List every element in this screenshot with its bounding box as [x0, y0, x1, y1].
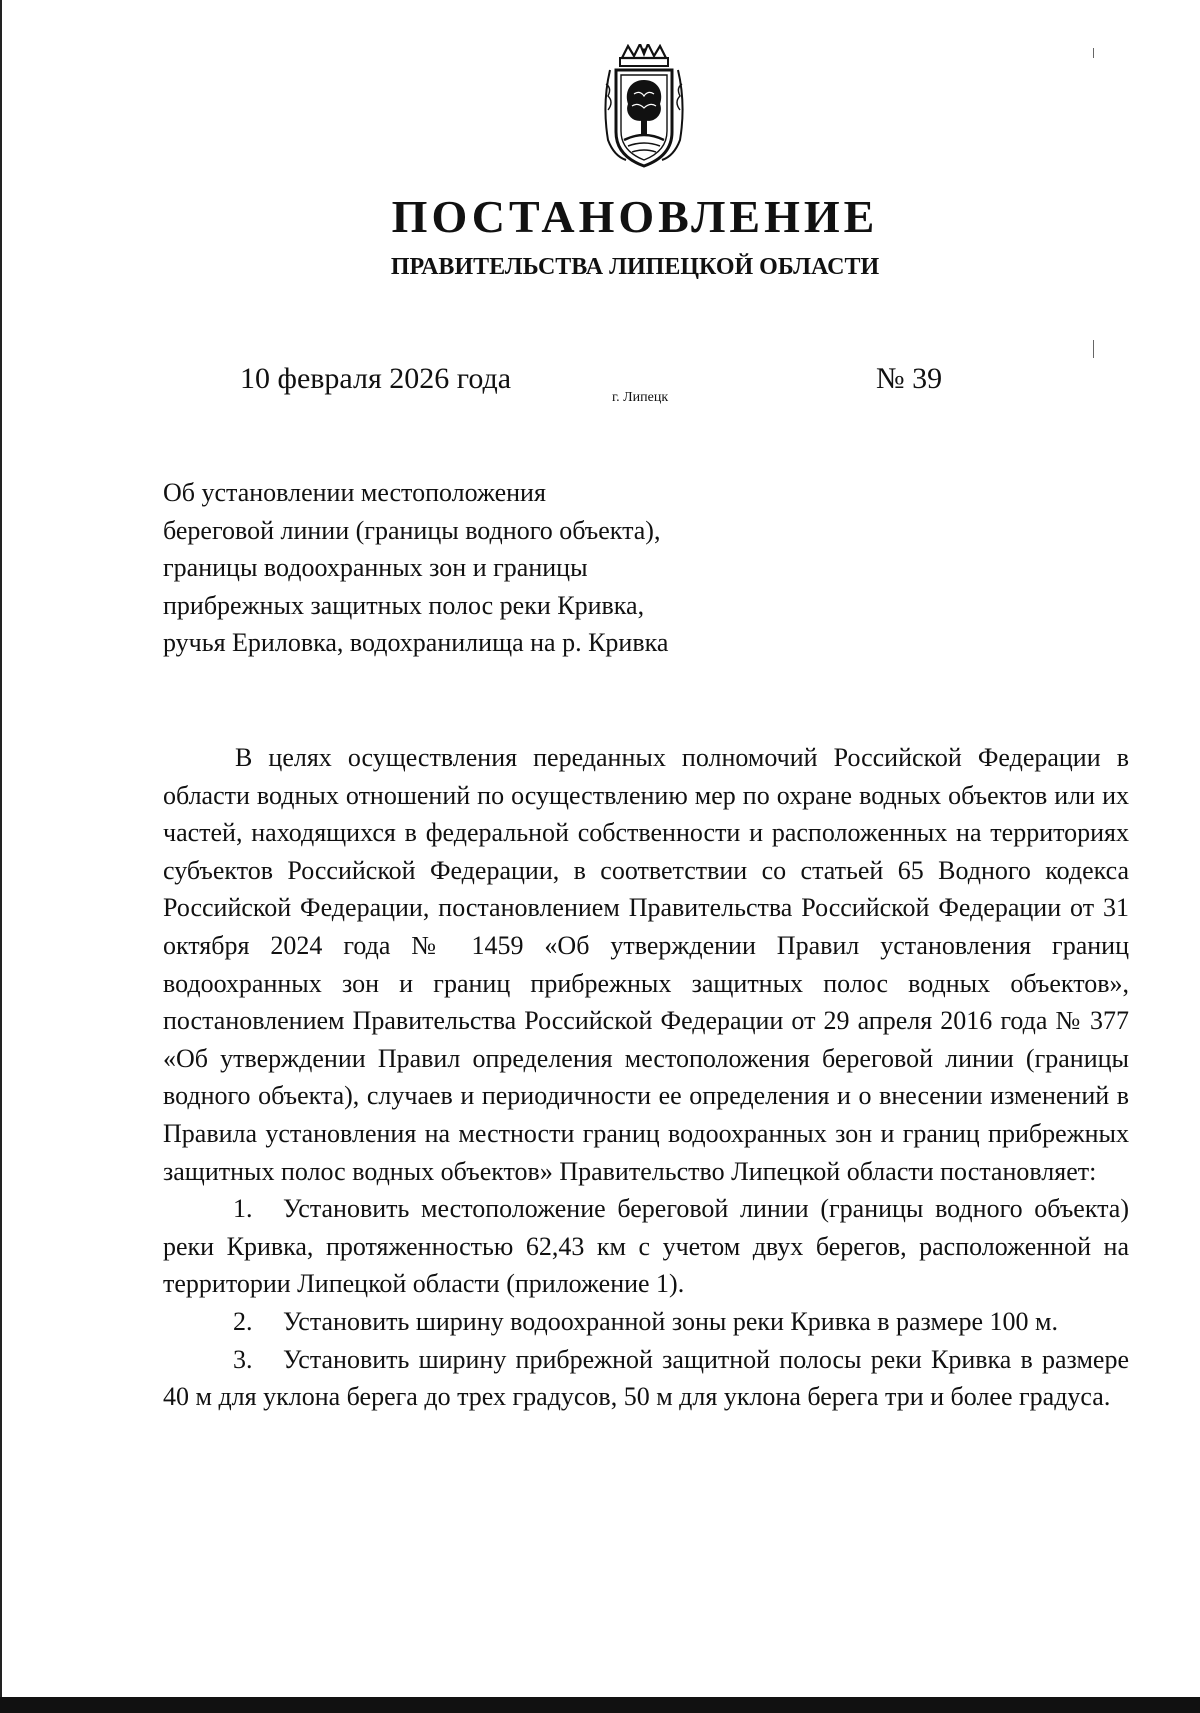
- subject-line: береговой линии (границы водного объекта),: [163, 515, 661, 545]
- scan-speck: [1093, 48, 1094, 58]
- scan-speck: [1093, 340, 1094, 358]
- coat-of-arms-emblem: [600, 44, 688, 170]
- scan-bottom-edge: [0, 1697, 1200, 1713]
- resolution-item: [163, 1303, 1129, 1341]
- item-text: Установить ширину водоохранной зоны реки Кривка в размере 100 м.: [283, 1306, 1058, 1336]
- subject-line: прибрежных защитных полос реки Кривка,: [163, 590, 645, 620]
- document-subject: [163, 474, 668, 662]
- item-number: 1.: [233, 1194, 253, 1224]
- document-city: г. Липецк: [612, 390, 669, 405]
- resolution-item: [163, 1341, 1129, 1416]
- preamble-paragraph: В целях осуществления переданных полномочий Российской Федерации в области водных отношений по осуществлению мер по охране водных объектов или их частей, находящихся в федеральной собственности и расположенных на территориях субъектов Российской Федерации, в соответствии со статьей 65 Водного кодекса Российской Федерации, постановлением Правительства Российской Федерации от 31 октября 2024 года № 1459 «Об утверждении Правил установления границ водоохранных зон и границ прибрежных защитных полос водных объектов», постановлением Правительства Российской Федерации от 29 апреля 2016 года № 377 «Об утверждении Правил определения местоположения береговой линии (границы водного объекта), случаев и периодичности ее определения и о внесении изменений в Правила установления на местности границ водоохранных зон и границ прибрежных защитных полос водных объектов» Правительство Липецкой области постановляет:: [163, 743, 1129, 1186]
- document-subtitle: ПРАВИТЕЛЬСТВА ЛИПЕЦКОЙ ОБЛАСТИ: [390, 254, 880, 280]
- item-number: 3.: [233, 1344, 253, 1374]
- item-text: Установить местоположение береговой линии (границы водного объекта) реки Кривка, протяженностью 62,43 км с учетом двух берегов, расположенной на территории Липецкой области (приложение 1).: [163, 1194, 1129, 1299]
- document-number: № 39: [876, 362, 943, 395]
- subject-line: границы водоохранных зон и границы: [163, 553, 588, 582]
- subject-line: Об установлении местоположения: [163, 478, 546, 507]
- item-text: Установить ширину прибрежной защитной полосы реки Кривка в размере 40 м для уклона берега до трех градусов, 50 м для уклона берега три и более градуса.: [163, 1344, 1129, 1412]
- document-title: ПОСТАНОВЛЕНИЕ: [391, 191, 879, 242]
- resolution-item: [163, 1190, 1129, 1303]
- item-number: 2.: [233, 1306, 253, 1336]
- document-body: [163, 739, 1129, 1416]
- document-date: 10 февраля 2026 года: [240, 362, 512, 395]
- subject-line: ручья Ериловка, водохранилища на р. Кривка: [163, 628, 669, 657]
